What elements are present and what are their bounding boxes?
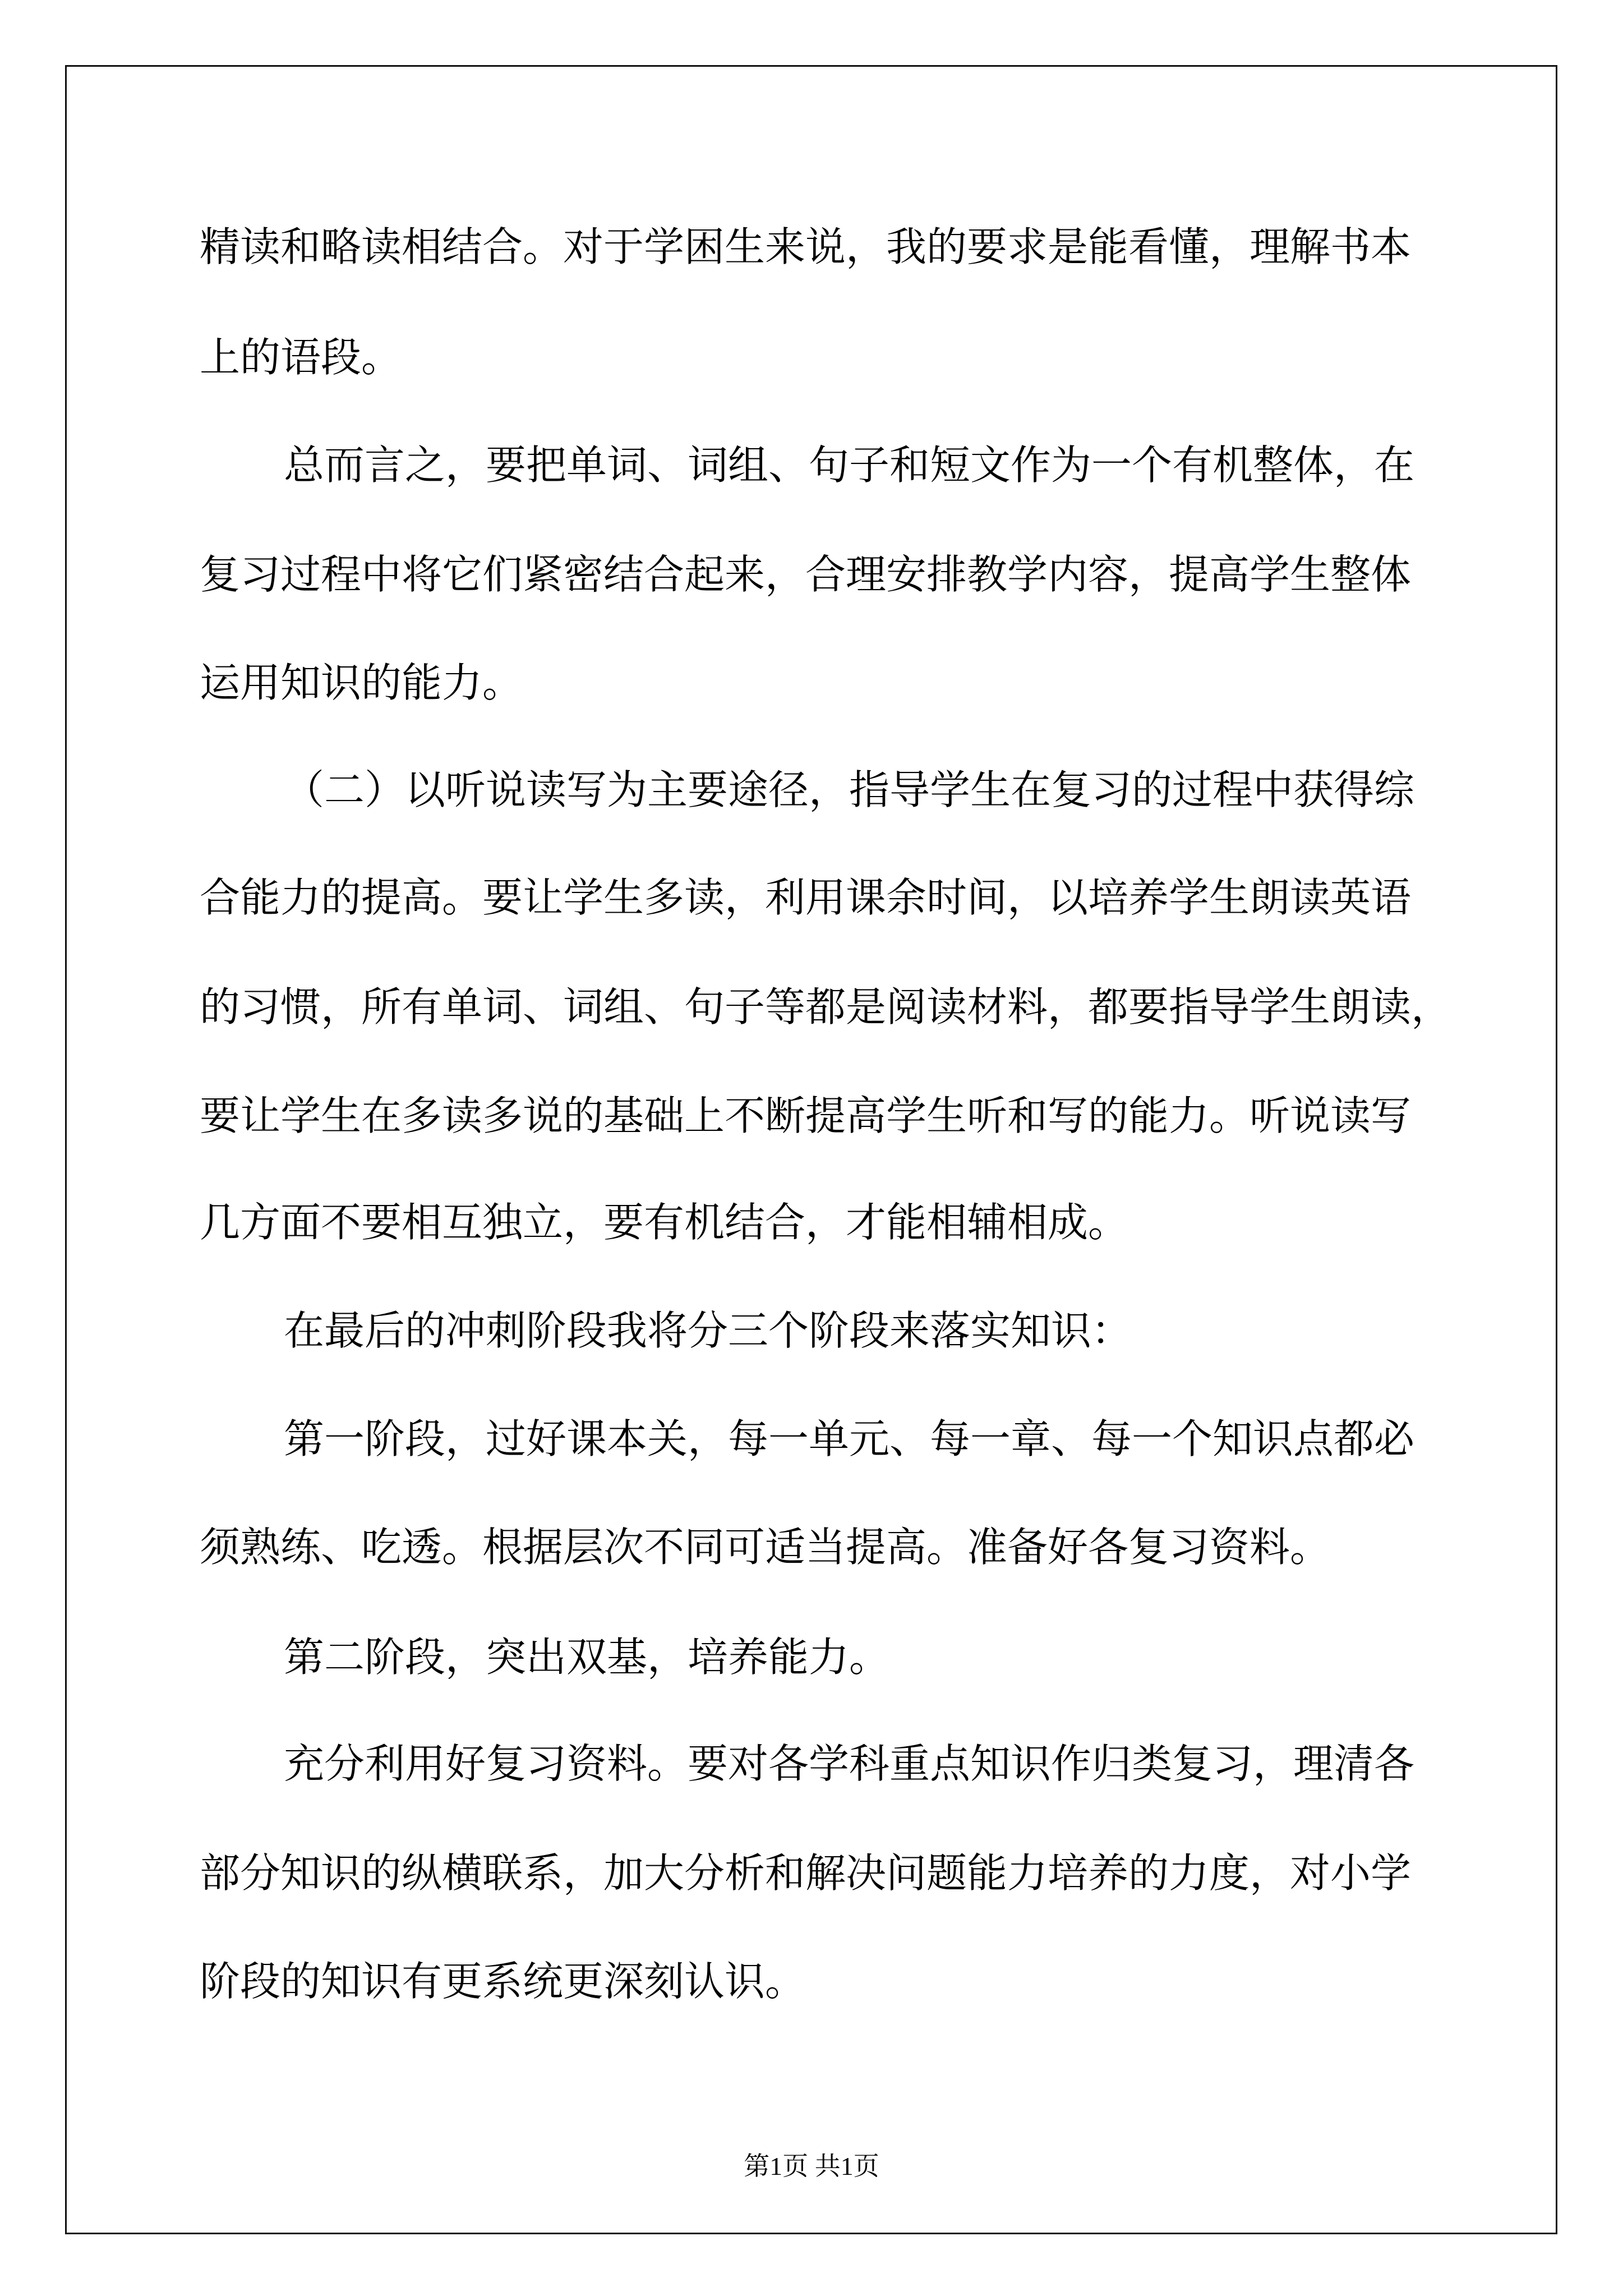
text-line: 须熟练、吃透。根据层次不同可适当提高。准备好各复习资料。 — [200, 1524, 1331, 1571]
page-footer: 第1页 共1页 — [744, 2152, 879, 2180]
text-line: 第一阶段，过好课本关，每一单元、每一章、每一个知识点都必 — [284, 1415, 1415, 1462]
text-line: 总而言之，要把单词、词组、句子和短文作为一个有机整体，在 — [284, 441, 1415, 489]
text-line: 几方面不要相互独立，要有机结合，才能相辅相成。 — [200, 1199, 1129, 1246]
text-line: 充分利用好复习资料。要对各学科重点知识作归类复习，理清各 — [284, 1740, 1415, 1787]
page-border — [65, 65, 1557, 2234]
text-line: 阶段的知识有更系统更深刻认识。 — [200, 1958, 806, 2005]
text-line: 复习过程中将它们紧密结合起来，合理安排教学内容，提高学生整体 — [200, 551, 1412, 598]
text-line: 运用知识的能力。 — [200, 659, 523, 706]
text-line: 在最后的冲刺阶段我将分三个阶段来落实知识： — [284, 1307, 1132, 1354]
text-line: 的习惯，所有单词、词组、句子等都是阅读材料，都要指导学生朗读， — [200, 983, 1452, 1030]
text-line: 合能力的提高。要让学生多读，利用课余时间，以培养学生朗读英语 — [200, 874, 1412, 921]
text-line: 上的语段。 — [200, 334, 402, 381]
text-line: 精读和略读相结合。对于学困生来说，我的要求是能看懂，理解书本 — [200, 223, 1412, 270]
text-line: （二）以听说读写为主要途径，指导学生在复习的过程中获得综 — [284, 766, 1415, 813]
text-line: 第二阶段，突出双基，培养能力。 — [284, 1634, 890, 1681]
text-line: 部分知识的纵横联系，加大分析和解决问题能力培养的力度，对小学 — [200, 1849, 1412, 1897]
text-line: 要让学生在多读多说的基础上不断提高学生听和写的能力。听说读写 — [200, 1092, 1412, 1139]
